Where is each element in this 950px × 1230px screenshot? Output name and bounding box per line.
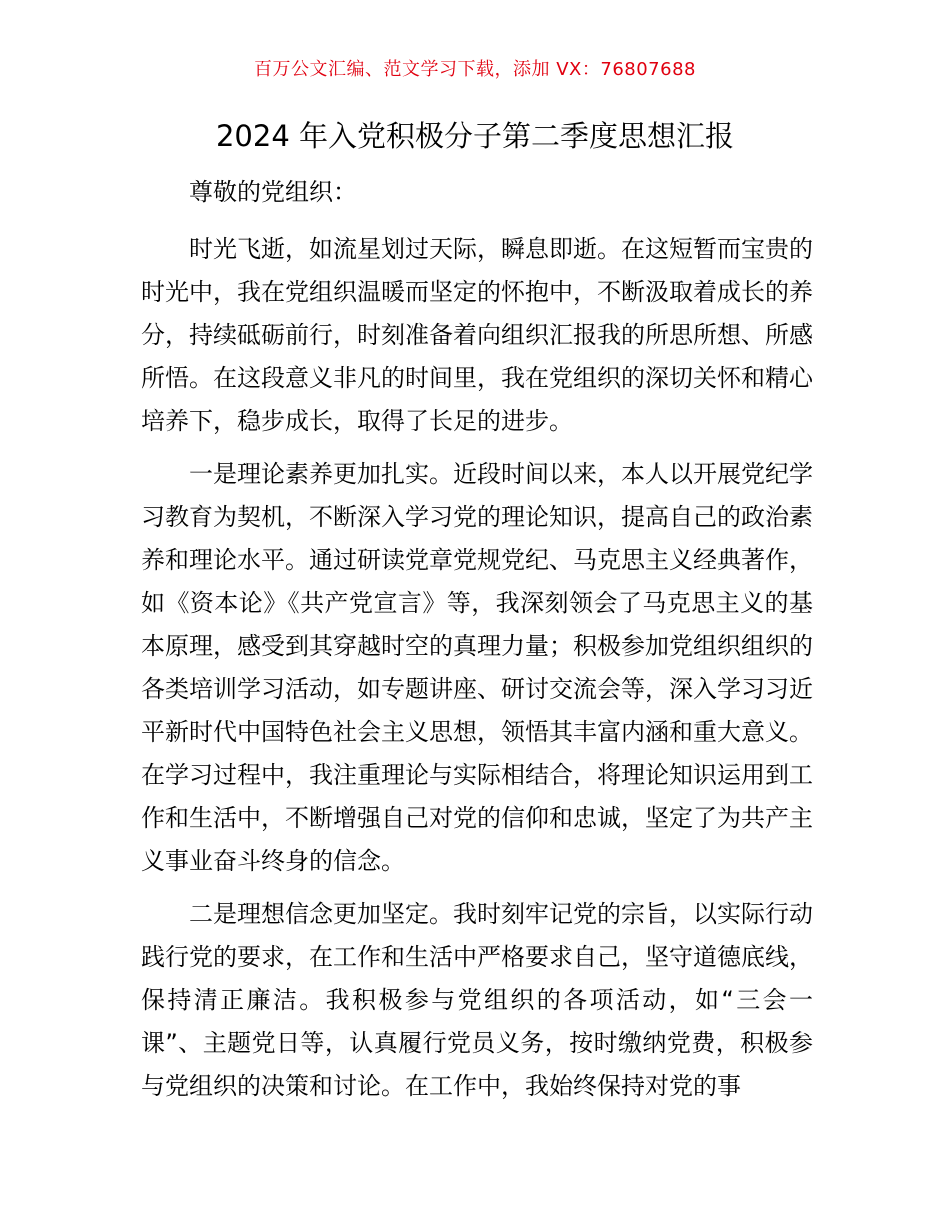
document-body <box>141 172 813 1118</box>
salutation: 尊敬的党组织： <box>189 178 357 206</box>
paragraph-intro: 时光飞逝，如流星划过天际，瞬息即逝。在这短暂而宝贵的时光中，我在党组织温暖而坚定的怀抱中，不断汲取着成长的养分，持续砥砺前行，时刻准备着向组织汇报我的所思所想、所感所悟。在这段意义非凡的时间里，我在党组织的深切关怀和精心培养下，稳步成长，取得了长足的进步。 <box>141 235 813 435</box>
document-title: 2024 年入党积极分子第二季度思想汇报 <box>215 119 735 153</box>
header-note: 百万公文汇编、范文学习下载，添加 VX：76807688 <box>254 59 696 80</box>
paragraph-theory: 一是理论素养更加扎实。近段时间以来，本人以开展党纪学习教育为契机，不断深入学习党的理论知识，提高自己的政治素养和理论水平。通过研读党章党规党纪、马克思主义经典著作，如《资本论》《共产党宣言》等，我深刻领会了马克思主义的基本原理，感受到其穿越时空的真理力量；积极参加党组织组织的各类培训学习活动，如专题讲座、研讨交流会等，深入学习习近平新时代中国特色社会主义思想，领悟其丰富内涵和重大意义。在学习过程中，我注重理论与实际相结合，将理论知识运用到工作和生活中，不断增强自己对党的信仰和忠诚，坚定了为共产主义事业奋斗终身的信念。 <box>141 460 813 875</box>
paragraph-belief: 二是理想信念更加坚定。我时刻牢记党的宗旨，以实际行动践行党的要求，在工作和生活中严格要求自己，坚守道德底线，保持清正廉洁。我积极参与党组织的各项活动，如“三会一课”、主题党日等，认真履行党员义务，按时缴纳党费，积极参与党组织的决策和讨论。在工作中，我始终保持对党的事 <box>141 900 813 1100</box>
